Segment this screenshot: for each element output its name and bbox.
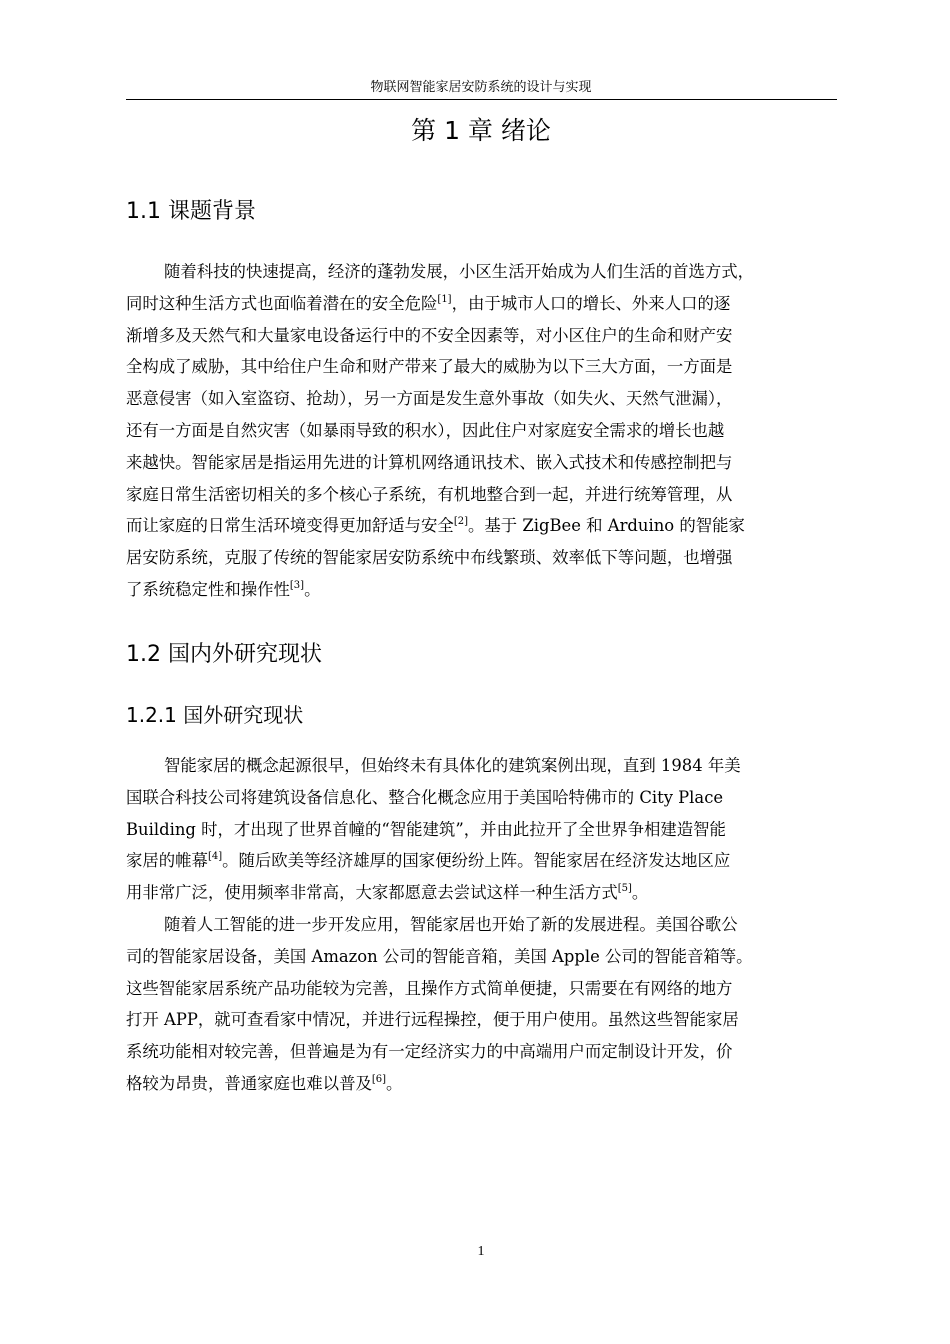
section-heading-1-2-1: 1.2.1 国外研究现状 [126,703,304,727]
citation: [2] [453,516,468,528]
text-line: 渐增多及天然气和大量家电设备运行中的不安全因素等，对小区住户的生命和财产安 [126,325,733,345]
citation: [3] [289,579,305,591]
citation: [5] [617,883,632,895]
text-line: 系统功能相对较完善，但普遍是为有一定经济实力的中高端用户而定制设计开发，价 [126,1042,733,1062]
text-line: 恶意侵害（如入室盗窃、抢劫），另一方面是发生意外事故（如失火、天然气泄漏）， [126,389,733,409]
text-line: 用非常广泛，使用频率非常高，大家都愿意去尝试这样一种生活方式[5]。 [126,883,649,903]
text-line: 格较为昂贵，普通家庭也难以普及[6]。 [126,1073,403,1093]
text-line: 了系统稳定性和操作性[3]。 [126,579,321,599]
text-line: 同时这种生活方式也面临着潜在的安全危险[1]，由于城市人口的增长、外来人口的逐 [126,293,731,313]
citation: [1] [437,293,452,305]
text-line: Building 时，才出现了世界首幢的“智能建筑”，并由此拉开了全世界争相建造智能 [126,819,726,839]
paragraph-foreign-research-2 [126,909,838,1100]
text-line: 随着科技的快速提高，经济的蓬勃发展，小区生活开始成为人们生活的首选方式， [164,262,755,281]
text-line: 居安防系统，克服了传统的智能家居安防系统中布线繁琐、效率低下等问题，也增强 [126,548,733,568]
paragraph-background [126,256,838,606]
citation: [4] [207,851,223,863]
running-header: 物联网智能家居安防系统的设计与实现 [370,80,592,95]
text-line: 司的智能家居设备，美国 Amazon 公司的智能音箱，美国 Apple 公司的智能音箱等。 [126,946,753,966]
text-line: 国联合科技公司将建筑设备信息化、整合化概念应用于美国哈特佛市的 City Place [126,787,724,807]
text-line: 智能家居的概念起源很早，但始终未有具体化的建筑案例出现，直到 1984 年美 [164,756,741,775]
text-line: 而让家庭的日常生活环境变得更加舒适与安全[2]。基于 ZigBee 和 Arduino 的智能家 [126,516,745,536]
page-number: 1 [477,1244,485,1259]
text-line: 打开 APP，就可查看家中情况，并进行远程操控，便于用户使用。虽然这些智能家居 [126,1010,739,1030]
chapter-title: 第 1 章 绪论 [411,116,551,145]
text-line: 随着人工智能的进一步开发应用，智能家居也开始了新的发展进程。美国谷歌公 [164,915,738,934]
text-line: 还有一方面是自然灾害（如暴雨导致的积水），因此住户对家庭安全需求的增长也越 [126,420,725,440]
paragraph-foreign-research-1 [126,750,838,909]
text-line: 全构成了威胁，其中给住户生命和财产带来了最大的威胁为以下三大方面，一方面是 [126,357,733,377]
citation: [6] [371,1073,387,1085]
section-heading-1-1: 1.1 课题背景 [126,199,256,224]
text-line: 这些智能家居系统产品功能较为完善，且操作方式简单便捷，只需要在有网络的地方 [126,978,733,998]
header-rule [126,99,837,100]
section-heading-1-2: 1.2 国内外研究现状 [126,642,322,667]
text-line: 家居的帷幕[4]。随后欧美等经济雄厚的国家便纷纷上阵。智能家居在经济发达地区应 [126,851,731,871]
text-line: 来越快。智能家居是指运用先进的计算机网络通讯技术、嵌入式技术和传感控制把与 [126,452,733,472]
text-line: 家庭日常生活密切相关的多个核心子系统，有机地整合到一起，并进行统筹管理，从 [126,484,733,504]
